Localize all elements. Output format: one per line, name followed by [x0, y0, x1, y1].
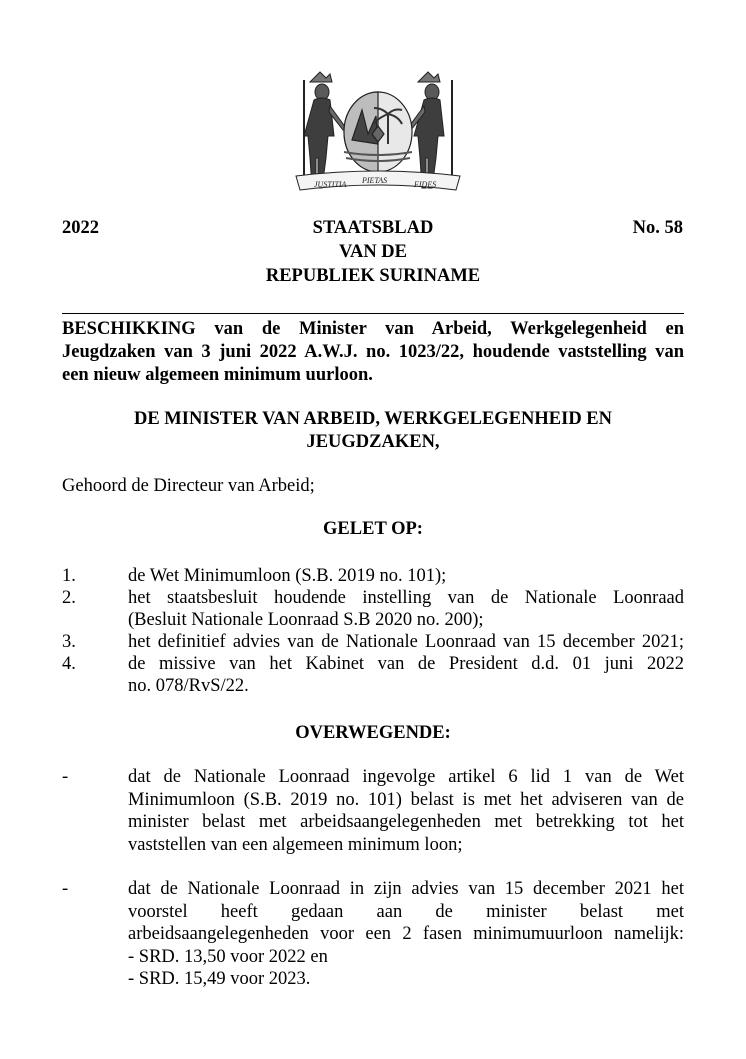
item-text-line: - SRD. 15,49 voor 2023.: [128, 969, 311, 989]
gazette-title-line: VAN DE: [338, 242, 408, 262]
item-text-line: de Wet Minimumloon (S.B. 2019 no. 101);: [128, 566, 447, 586]
shield: [344, 92, 412, 172]
decree-title-line: Jeugdzaken van 3 juni 2022 A.W.J. no. 1023/22, houdende vaststelling van: [62, 342, 684, 362]
motto-ribbon: [296, 171, 460, 190]
item-dash: -: [62, 767, 69, 787]
gazette-title-line: REPUBLIEK SURINAME: [265, 266, 481, 286]
item-text-line: (Besluit Nationale Loonraad S.B 2020 no. 200);: [128, 610, 484, 630]
minister-heading-line: JEUGDZAKEN,: [306, 432, 440, 452]
item-text-line: dat de Nationale Loonraad in zijn advies van 15 december 2021 het: [128, 879, 684, 899]
ribbon-word-justitia: JUSTITIA: [314, 180, 347, 189]
item-text-line: het definitief advies van de Nationale Loonraad van 15 december 2021;: [128, 632, 684, 652]
gazette-number: No. 58: [632, 218, 683, 238]
considering-heading: GELET OP:: [323, 519, 423, 539]
item-dash: -: [62, 879, 69, 899]
item-number: 3.: [62, 632, 76, 652]
decree-title-line: een nieuw algemeen minimum uurloon.: [62, 365, 373, 385]
item-text-line: minister belast met arbeidsaangelegenheden met betrekking tot het: [128, 812, 684, 832]
heard-statement: Gehoord de Directeur van Arbeid;: [62, 476, 315, 496]
item-text-line: vaststellen van een algemeen minimum loon;: [128, 834, 463, 855]
right-supporter-figure: [408, 72, 452, 188]
item-text-line: arbeidsaangelegenheden voor een 2 fasen minimumuurloon namelijk:: [128, 924, 684, 944]
ribbon-word-fides: FIDES: [414, 180, 437, 189]
publication-year: 2022: [62, 218, 99, 238]
left-supporter-figure: [304, 72, 346, 188]
item-text-line: het staatsbesluit houdende instelling van de Nationale Loonraad: [128, 588, 684, 608]
decree-title: [62, 318, 684, 387]
minister-heading-line: DE MINISTER VAN ARBEID, WERKGELEGENHEID EN: [133, 409, 613, 429]
item-number: 4.: [62, 654, 76, 674]
item-text-line: - SRD. 13,50 voor 2022 en: [128, 946, 328, 967]
whereas-heading: OVERWEGENDE:: [295, 723, 451, 743]
decree-title-line: BESCHIKKING van de Minister van Arbeid, Werkgelegenheid en: [62, 319, 684, 339]
header-divider: [62, 313, 684, 314]
item-text-line: dat de Nationale Loonraad ingevolge artikel 6 lid 1 van de Wet: [128, 767, 684, 787]
item-number: 2.: [62, 588, 76, 608]
ribbon-word-pietas: PIETAS: [362, 176, 388, 185]
item-text-line: voorstel heeft gedaan aan de minister belast met: [128, 901, 684, 922]
item-text-line: de missive van het Kabinet van de President d.d. 01 juni 2022: [128, 654, 684, 674]
item-text-line: no. 078/RvS/22.: [128, 676, 249, 696]
coat-of-arms-emblem: [292, 70, 464, 202]
minister-heading: [62, 408, 684, 454]
item-text-line: Minimumloon (S.B. 2019 no. 101) belast is met het adviseren van de: [128, 789, 684, 810]
item-number: 1.: [62, 566, 76, 586]
gazette-title-line: STAATSBLAD: [312, 218, 434, 238]
